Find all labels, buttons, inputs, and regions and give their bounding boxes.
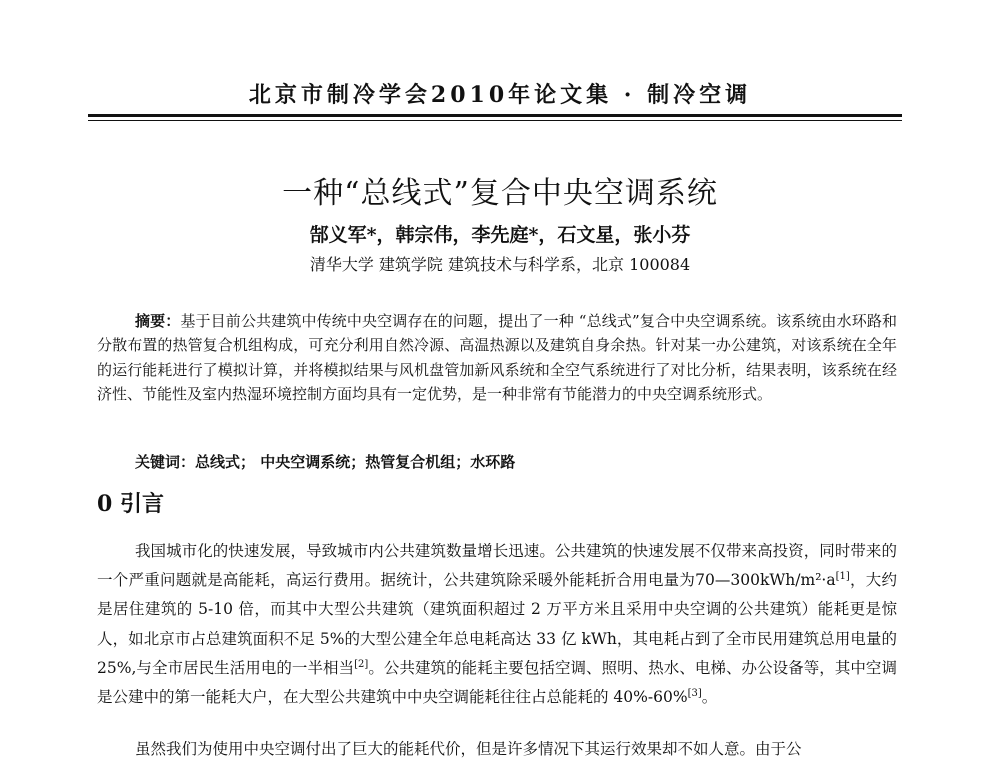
abstract-label: 摘要：: [135, 312, 181, 330]
section-heading-introduction: 0 引言: [97, 491, 164, 517]
paper-affiliation: 清华大学 建筑学院 建筑技术与科学系，北京 100084: [309, 255, 691, 274]
body-paragraph-1: [97, 537, 897, 712]
citation-ref-1: [1]: [835, 571, 850, 583]
header-rule-thin: [88, 120, 902, 121]
citation-ref-3: [3]: [687, 687, 702, 699]
paper-title: 一种“总线式”复合中央空调系统: [282, 176, 718, 211]
header-rule-thick: [88, 114, 902, 117]
keywords: [135, 451, 515, 472]
body-text: 我国城市化的快速发展，导致城市内公共建筑数量增长迅速。公共建筑的快速发展不仅带来高投资，同时带来的一个严重问题就是高能耗，高运行费用。据统计，公共建筑除采暖外能耗折合用电量为70—300kWh/m²·a: [97, 542, 897, 590]
running-header: 北京市制冷学会2010年论文集 · 制冷空调: [248, 82, 752, 108]
keywords-text: 总线式； 中央空调系统；热管复合机组；水环路: [195, 453, 516, 471]
keywords-label: 关键词：: [135, 453, 196, 471]
paper-authors: 郜义军*，韩宗伟，李先庭*，石文星，张小芬: [309, 224, 691, 246]
body-text: 。公共建筑的能耗主要包括空调、照明、热水、电梯、办公设备等，其中空调是公建中的第一能耗大户，在大型公共建筑中中央空调能耗往往占总能耗的 40%-60%: [97, 658, 897, 707]
citation-ref-2: [2]: [354, 658, 369, 670]
abstract: [97, 309, 897, 407]
abstract-text: 基于目前公共建筑中传统中央空调存在的问题，提出了一种 “总线式”复合中央空调系统。该系统由水环路和分散布置的热管复合机组构成，可充分利用自然冷源、高温热源以及建筑自身余热。针对某一办公建筑，对该系统在全年的运行能耗进行了模拟计算，并将模拟结果与风机盘管加新风系统和全空气系统进行了对比分析，结果表明，该系统在经济性、节能性及室内热湿环境控制方面均具有一定优势，是一种非常有节能潜力的中央空调系统形式。: [97, 312, 897, 404]
body-text: ，大约是居住建筑的 5-10 倍，而其中大型公共建筑（建筑面积超过 2 万平方米且采用中央空调的公共建筑）能耗更是惊人，如北京市占总建筑面积不足 5%的大型公建全年总电耗高达 33 亿 kWh，其电耗占到了全市民用建筑总用电量的 25%,与全市居民生活用电的一半相当: [97, 571, 897, 677]
body-paragraph-2: 虽然我们为使用中央空调付出了巨大的能耗代价，但是许多情况下其运行效果却不如人意。由于公: [135, 740, 802, 758]
body-text: 。: [701, 688, 718, 707]
